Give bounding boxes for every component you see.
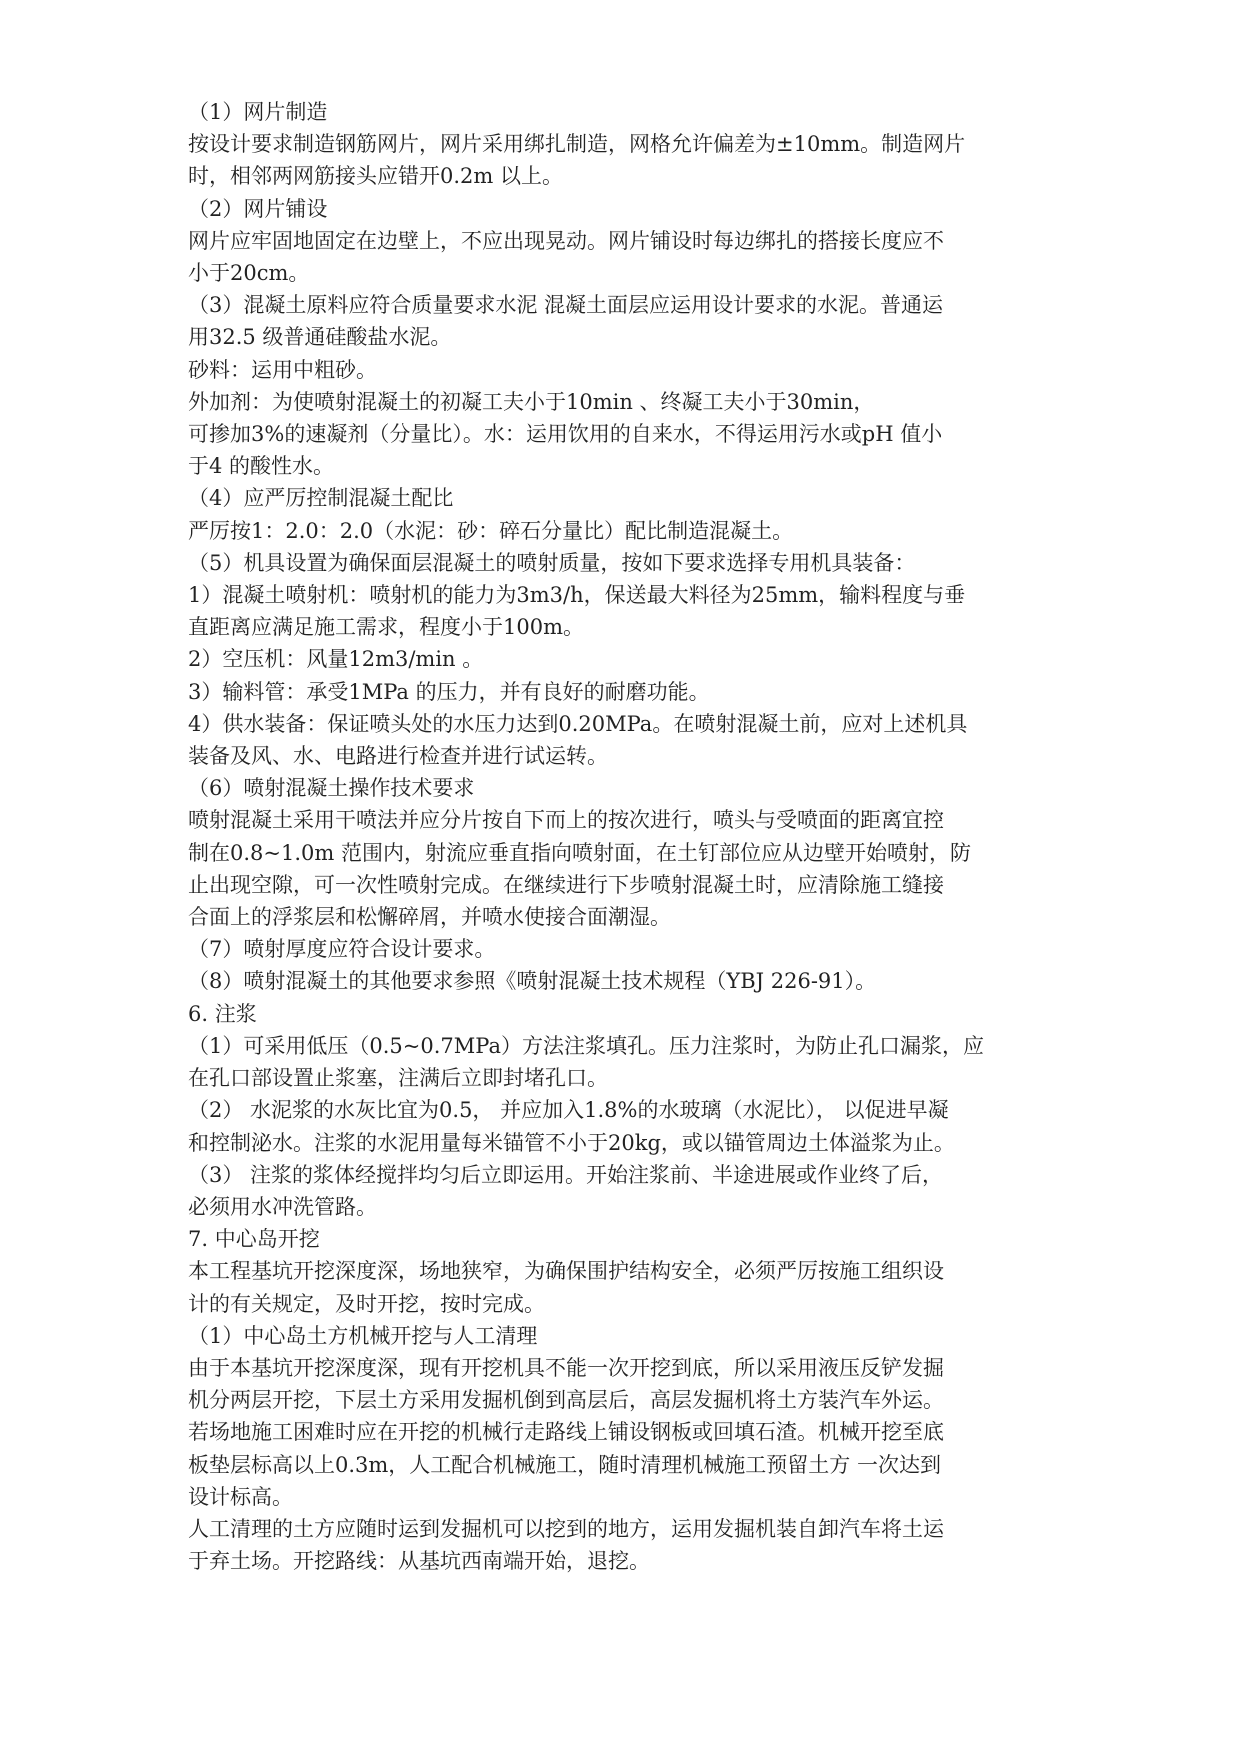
text-line: 网片应牢固地固定在边壁上，不应出现晃动。网片铺设时每边绑扎的搭接长度应不 <box>188 228 944 253</box>
text-line: 直距离应满足施工需求，程度小于100m。 <box>188 615 584 640</box>
text-line: 4）供水装备：保证喷头处的水压力达到0.20MPa。在喷射混凝土前，应对上述机具 <box>188 711 968 736</box>
text-line: 计的有关规定，及时开挖，按时完成。 <box>188 1291 545 1316</box>
text-line: （1）中心岛土方机械开挖与人工清理 <box>188 1323 538 1348</box>
text-line: 可掺加3%的速凝剂（分量比）。水：运用饮用的自来水，不得运用污水或pH 值小 <box>188 422 943 447</box>
text-line: 人工清理的土方应随时运到发掘机可以挖到的地方，运用发掘机装自卸汽车将土运 <box>188 1516 944 1541</box>
text-line: 小于20cm。 <box>188 261 310 286</box>
text-line: 止出现空隙，可一次性喷射完成。在继续进行下步喷射混凝土时，应清除施工缝接 <box>188 872 944 897</box>
text-line: 砂料：运用中粗砂。 <box>188 357 377 382</box>
text-line: 装备及风、水、电路进行检查并进行试运转。 <box>188 744 608 769</box>
text-line: （5）机具设置为确保面层混凝土的喷射质量，按如下要求选择专用机具装备： <box>188 550 916 575</box>
text-line: 机分两层开挖，下层土方采用发掘机倒到高层后，高层发掘机将土方装汽车外运。 <box>188 1388 944 1413</box>
text-line: （1）可采用低压（0.5~0.7MPa）方法注浆填孔。压力注浆时，为防止孔口漏浆，应 <box>188 1033 984 1058</box>
text-line: 本工程基坑开挖深度深，场地狭窄，为确保围护结构安全，必须严厉按施工组织设 <box>188 1259 944 1284</box>
text-line: 在孔口部设置止浆塞，注满后立即封堵孔口。 <box>188 1066 608 1091</box>
text-line: 喷射混凝土采用干喷法并应分片按自下而上的按次进行，喷头与受喷面的距离宜控 <box>188 808 944 833</box>
document-body <box>188 96 1068 1577</box>
text-line: 1）混凝土喷射机：喷射机的能力为3m3/h，保送最大料径为25mm，输料程度与垂 <box>188 583 966 608</box>
text-line: 7. 中心岛开挖 <box>188 1227 320 1252</box>
text-line: 2）空压机：风量12m3/min 。 <box>188 647 484 672</box>
text-line: （3） 注浆的浆体经搅拌均匀后立即运用。开始注浆前、半途进展或作业终了后， <box>188 1162 944 1187</box>
text-line: 3）输料管：承受1MPa 的压力，并有良好的耐磨功能。 <box>188 679 710 704</box>
text-line: 合面上的浮浆层和松懈碎屑，并喷水使接合面潮湿。 <box>188 905 671 930</box>
text-line: （6）喷射混凝土操作技术要求 <box>188 776 475 801</box>
text-line: 板垫层标高以上0.3m，人工配合机械施工，随时清理机械施工预留土方 一次达到 <box>188 1452 941 1477</box>
text-line: 时，相邻两网筋接头应错开0.2m 以上。 <box>188 164 563 189</box>
text-line: 6. 注浆 <box>188 1001 257 1026</box>
text-line: 设计标高。 <box>188 1484 293 1509</box>
text-line: 若场地施工困难时应在开挖的机械行走路线上铺设钢板或回填石渣。机械开挖至底 <box>188 1420 944 1445</box>
text-line: 制在0.8~1.0m 范围内，射流应垂直指向喷射面，在土钉部位应从边壁开始喷射，防 <box>188 840 971 865</box>
text-line: （8）喷射混凝土的其他要求参照《喷射混凝土技术规程（YBJ 226-91）。 <box>188 969 877 994</box>
text-line: 按设计要求制造钢筋网片，网片采用绑扎制造，网格允许偏差为±10mm。制造网片 <box>188 132 966 157</box>
text-line: 严厉按1：2.0：2.0（水泥：砂：碎石分量比）配比制造混凝土。 <box>188 518 794 543</box>
text-line: （1）网片制造 <box>188 100 328 124</box>
text-line: （4）应严厉控制混凝土配比 <box>188 486 454 511</box>
text-line: 必须用水冲洗管路。 <box>188 1194 377 1219</box>
text-line: （3）混凝土原料应符合质量要求水泥 混凝土面层应运用设计要求的水泥。普通运 <box>188 293 944 318</box>
text-line: 用32.5 级普通硅酸盐水泥。 <box>188 325 452 350</box>
text-line: 于4 的酸性水。 <box>188 454 335 479</box>
text-line: （2） 水泥浆的水灰比宜为0.5， 并应加入1.8%的水玻璃（水泥比）， 以促进早凝 <box>188 1098 949 1123</box>
text-line: 由于本基坑开挖深度深，现有开挖机具不能一次开挖到底，所以采用液压反铲发掘 <box>188 1355 944 1380</box>
text-line: （2）网片铺设 <box>188 196 328 221</box>
text-line: 于弃土场。开挖路线：从基坑西南端开始，退挖。 <box>188 1549 650 1574</box>
text-line: 外加剂：为使喷射混凝土的初凝工夫小于10min 、终凝工夫小于30min， <box>188 389 875 414</box>
text-line: （7）喷射厚度应符合设计要求。 <box>188 937 496 962</box>
text-line: 和控制泌水。注浆的水泥用量每米锚管不小于20kg，或以锚管周边土体溢浆为止。 <box>188 1130 955 1155</box>
